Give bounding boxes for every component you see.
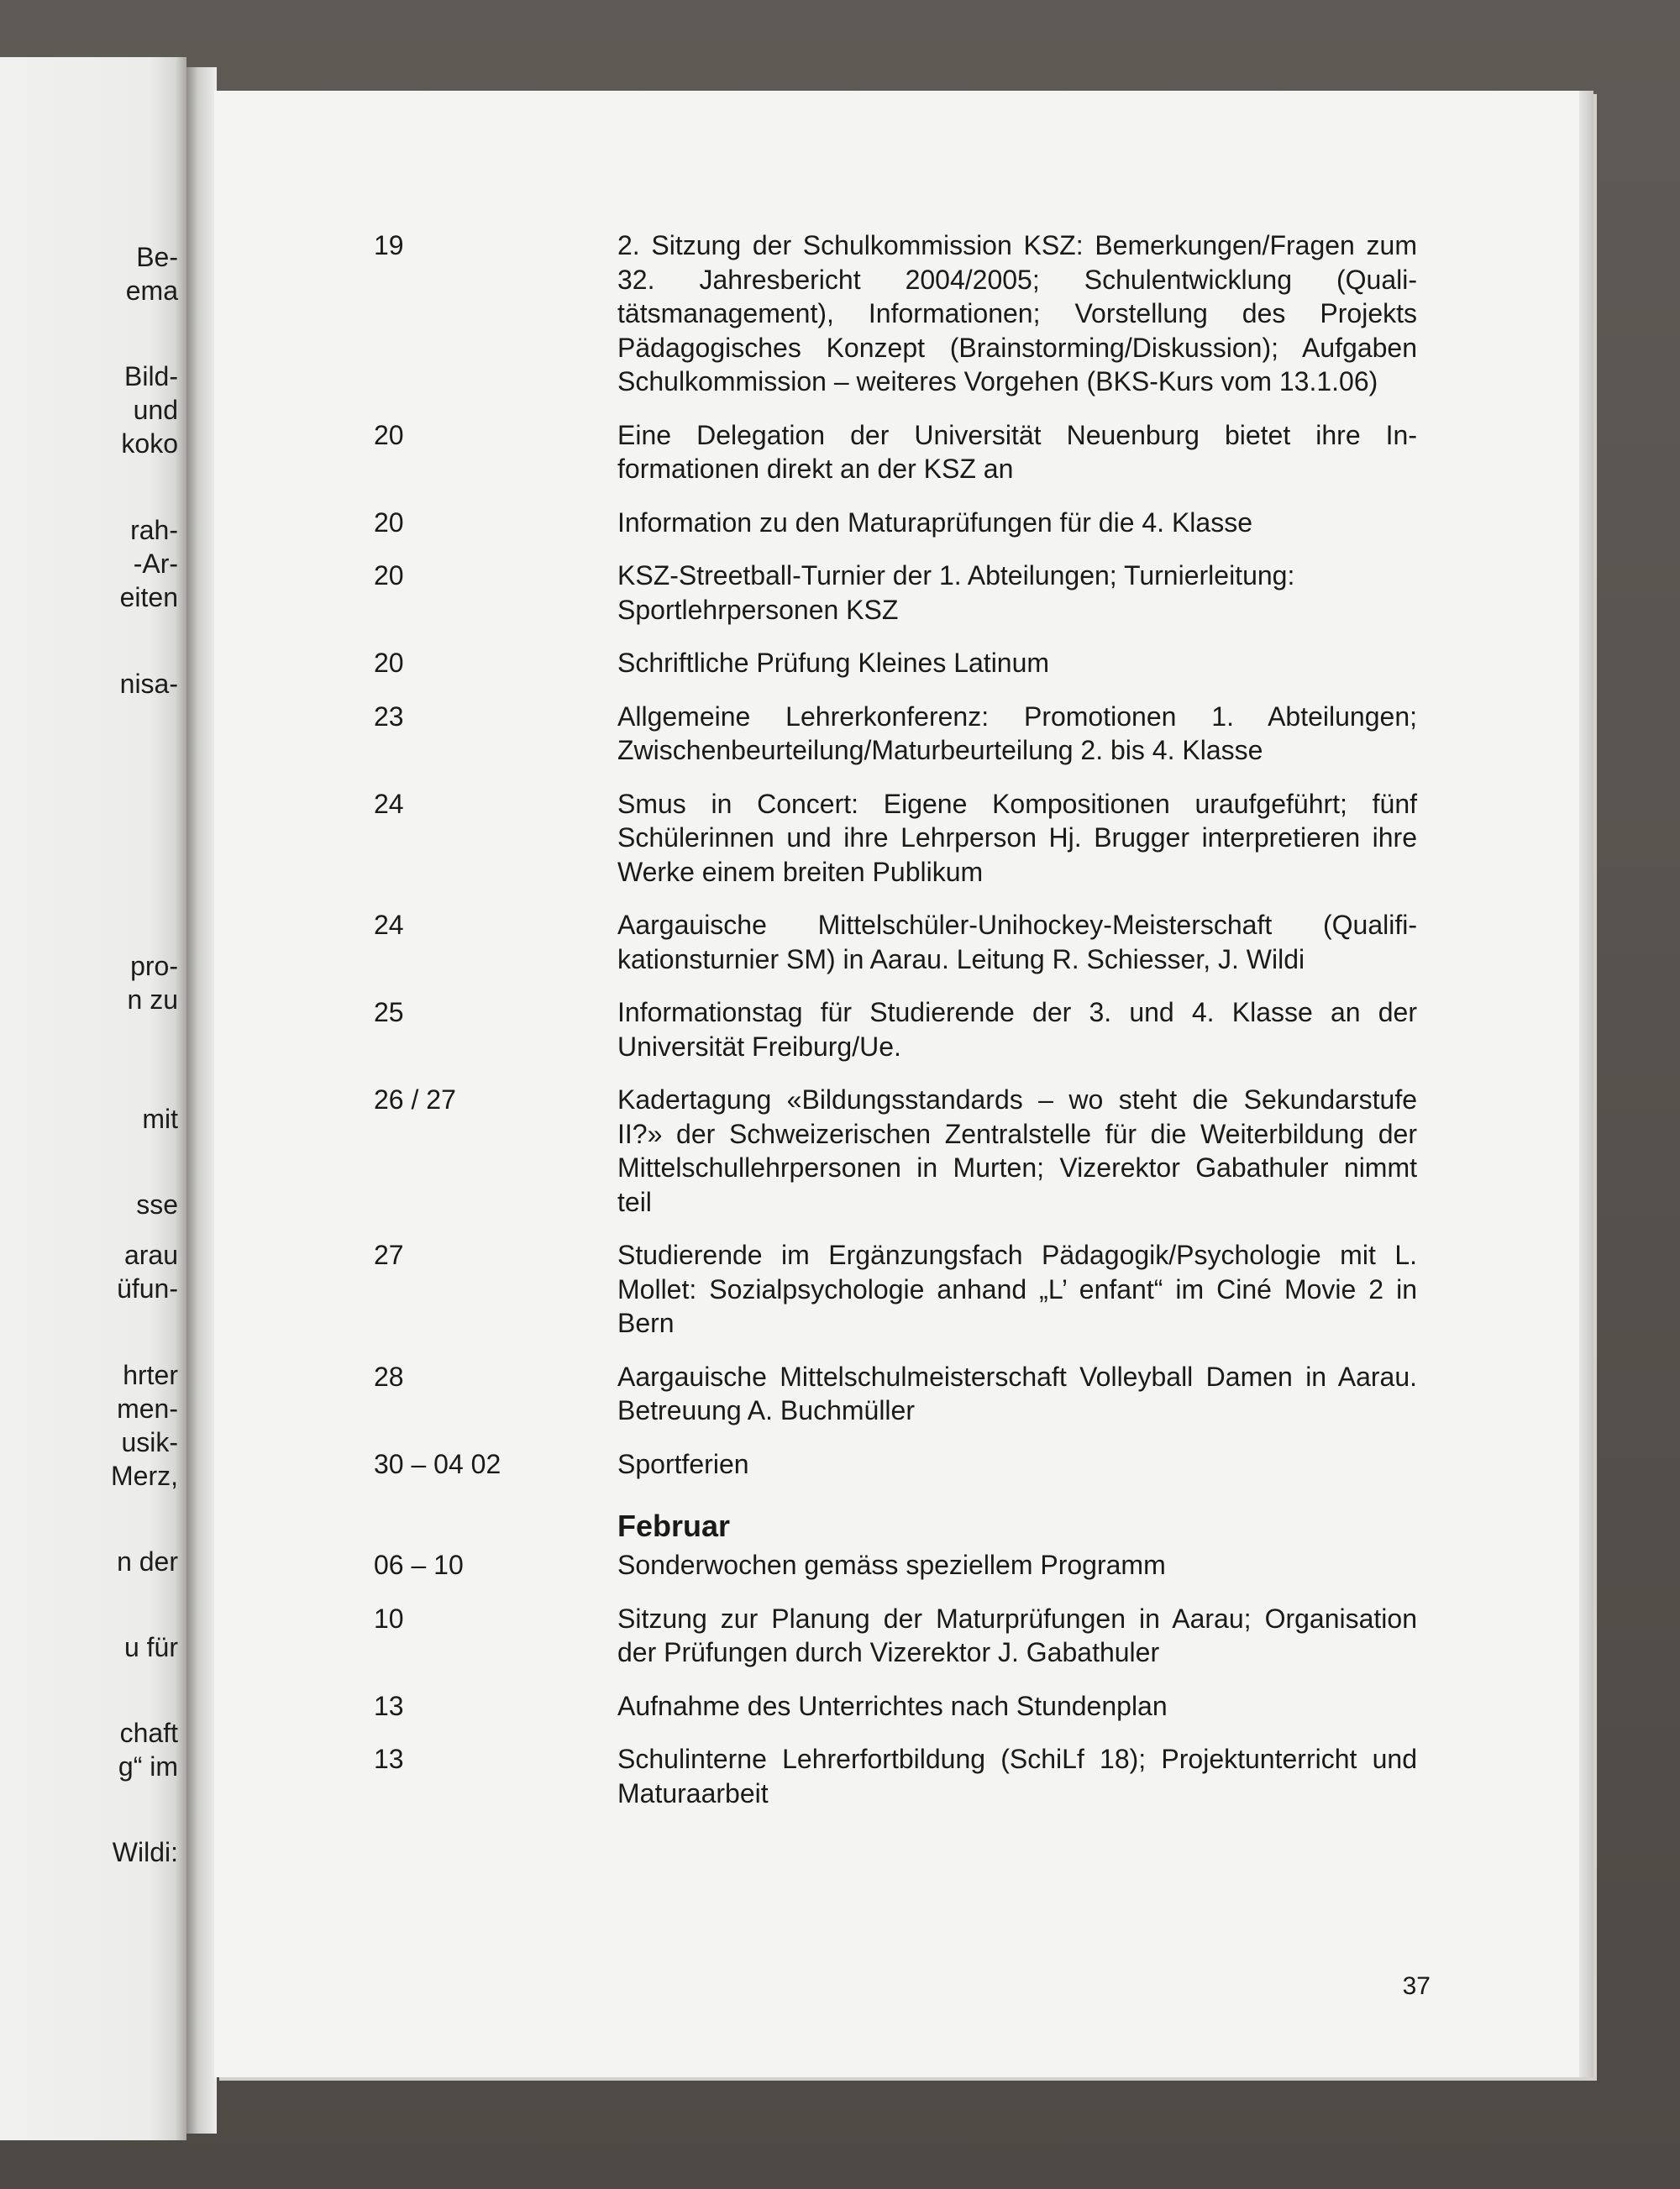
entry-text: Allgemeine Lehrerkonferenz: Promotionen 1. Abteilungen; Zwischenbeurteilung/Maturbeurteilung 2. bis 4. Klasse [617, 701, 1417, 765]
left-fragment: men- [117, 1394, 178, 1424]
entry-text: Aufnahme des Unterrichtes nach Stundenplan [617, 1690, 1168, 1721]
entry-date: 13 [374, 1744, 404, 1774]
page-number: 37 [1402, 1972, 1431, 2000]
entry-text: Eine Delegation der Universität Neuenburg bietet ihre Informationen direkt an der KSZ an [617, 419, 1417, 484]
entry-text: Aargauische Mittelschulmeisterschaft Volleyball Damen in Aarau. Betreuung A. Buchmüller [617, 1361, 1417, 1425]
chronicle-list [374, 228, 1417, 1829]
left-fragment: g“ im [118, 1751, 178, 1782]
page-edge [1579, 91, 1593, 2077]
list-item [374, 1742, 1417, 1810]
list-item [374, 1360, 1417, 1428]
list-item [374, 228, 1417, 399]
entry-date: 06 – 10 [374, 1550, 464, 1580]
left-fragment: rah- [130, 515, 178, 545]
left-fragment: Merz, [111, 1461, 178, 1491]
left-fragment: nisa- [119, 669, 178, 699]
list-item [374, 1238, 1417, 1341]
left-fragment: Be- [136, 242, 178, 272]
entry-text: Schriftliche Prüfung Kleines Latinum [617, 648, 1050, 678]
entry-date: 13 [374, 1690, 404, 1721]
list-item [374, 506, 1417, 540]
entry-text: 2. Sitzung der Schulkommission KSZ: Bemerkungen/Fragen zum 32. Jahresbericht 2004/2005; Schulentwicklung (Qualitätsmanagement), Informationen; Vorstellung des Projekts Pädagogisches Konzept (Brainstorming/Diskussion); Aufgaben Schulkommission – weiteres Vorgehen (BKS-Kurs vom 13.1.06) [617, 230, 1417, 396]
book-gutter [186, 67, 217, 2134]
entry-date: 24 [374, 788, 404, 819]
left-fragment: -Ar- [133, 549, 178, 579]
entry-date: 19 [374, 230, 404, 260]
left-fragment: ema [125, 276, 178, 306]
list-item [374, 1447, 1417, 1482]
list-item [374, 787, 1417, 890]
list-item [374, 908, 1417, 976]
list-item [374, 646, 1417, 680]
entry-date: 20 [374, 648, 404, 678]
list-item [374, 1083, 1417, 1219]
list-item [374, 1689, 1417, 1724]
entry-date: 20 [374, 419, 404, 450]
left-fragment: und [133, 395, 178, 425]
month-heading: Februar [617, 1509, 731, 1543]
left-fragment: Wildi: [112, 1837, 178, 1867]
entry-text: KSZ-Streetball-Turnier der 1. Abteilungen; Turnierleitung: Sportlehrpersonen KSZ [617, 560, 1295, 625]
left-page [0, 57, 186, 2140]
left-fragment: u für [123, 1632, 178, 1662]
entry-date: 20 [374, 560, 404, 591]
list-item [374, 1602, 1417, 1670]
entry-text: Kadertagung «Bildungsstandards – wo steht die Sekundarstufe II?» der Schweizerischen Zentralstelle für die Weiterbildung der Mittelschullehrpersonen in Murten; Vizerektor Gabathuler nimmt teil [617, 1084, 1417, 1217]
entry-date: 27 [374, 1240, 404, 1270]
entry-text: Sportferien [617, 1448, 749, 1479]
entry-date: 28 [374, 1361, 404, 1392]
list-item [374, 418, 1417, 486]
list-item [374, 700, 1417, 768]
list-item [374, 1548, 1417, 1583]
entry-text: Aargauische Mittelschüler-Unihockey-Meisterschaft (Qualifikationsturnier SM) in Aarau. Leitung R. Schiesser, J. Wildi [617, 910, 1417, 974]
left-fragment: mit [142, 1104, 178, 1134]
entry-date: 20 [374, 507, 404, 538]
entry-date: 10 [374, 1603, 404, 1634]
entry-date: 24 [374, 910, 404, 940]
entry-date: 26 / 27 [374, 1084, 456, 1115]
left-fragment: koko [121, 428, 178, 459]
left-fragment: pro- [130, 951, 178, 981]
left-fragment: usik- [121, 1427, 178, 1457]
entry-text: Schulinterne Lehrerfortbildung (SchiLf 18); Projektunterricht und Maturaarbeit [617, 1744, 1417, 1808]
entry-date: 30 – 04 02 [374, 1448, 501, 1479]
entry-date: 25 [374, 997, 404, 1027]
left-fragment: üfun- [117, 1273, 178, 1304]
left-fragment: n der [117, 1546, 178, 1577]
left-fragment: chaft [119, 1718, 178, 1748]
left-fragment: hrter [123, 1360, 178, 1390]
list-item [374, 559, 1417, 627]
left-fragment: arau [123, 1240, 178, 1270]
entry-text: Information zu den Maturaprüfungen für die 4. Klasse [617, 507, 1252, 538]
list-item [374, 995, 1417, 1063]
entry-text: Sonderwochen gemäss speziellem Programm [617, 1550, 1166, 1580]
entry-text: Smus in Concert: Eigene Kompositionen uraufgeführt; fünf Schülerinnen und ihre Lehrperson Hj. Brugger interpretieren ihre Werke einem breiten Publikum [617, 788, 1417, 887]
left-fragment: Bild- [123, 361, 178, 391]
entry-text: Studierende im Ergänzungsfach Pädagogik/Psychologie mit L. Mollet: Sozialpsychologie anhand „L’ enfant“ im Ciné Movie 2 in Bern [617, 1240, 1417, 1338]
left-fragment: eiten [119, 582, 178, 612]
entry-text: Informationstag für Studierende der 3. und 4. Klasse an der Universität Freiburg/Ue. [617, 997, 1417, 1062]
entry-date: 23 [374, 701, 404, 732]
entry-text: Sitzung zur Planung der Maturprüfungen in Aarau; Organisation der Prüfungen durch Vizerektor J. Gabathuler [617, 1603, 1417, 1667]
left-fragment: n zu [127, 984, 178, 1015]
left-fragment: sse [136, 1189, 178, 1220]
